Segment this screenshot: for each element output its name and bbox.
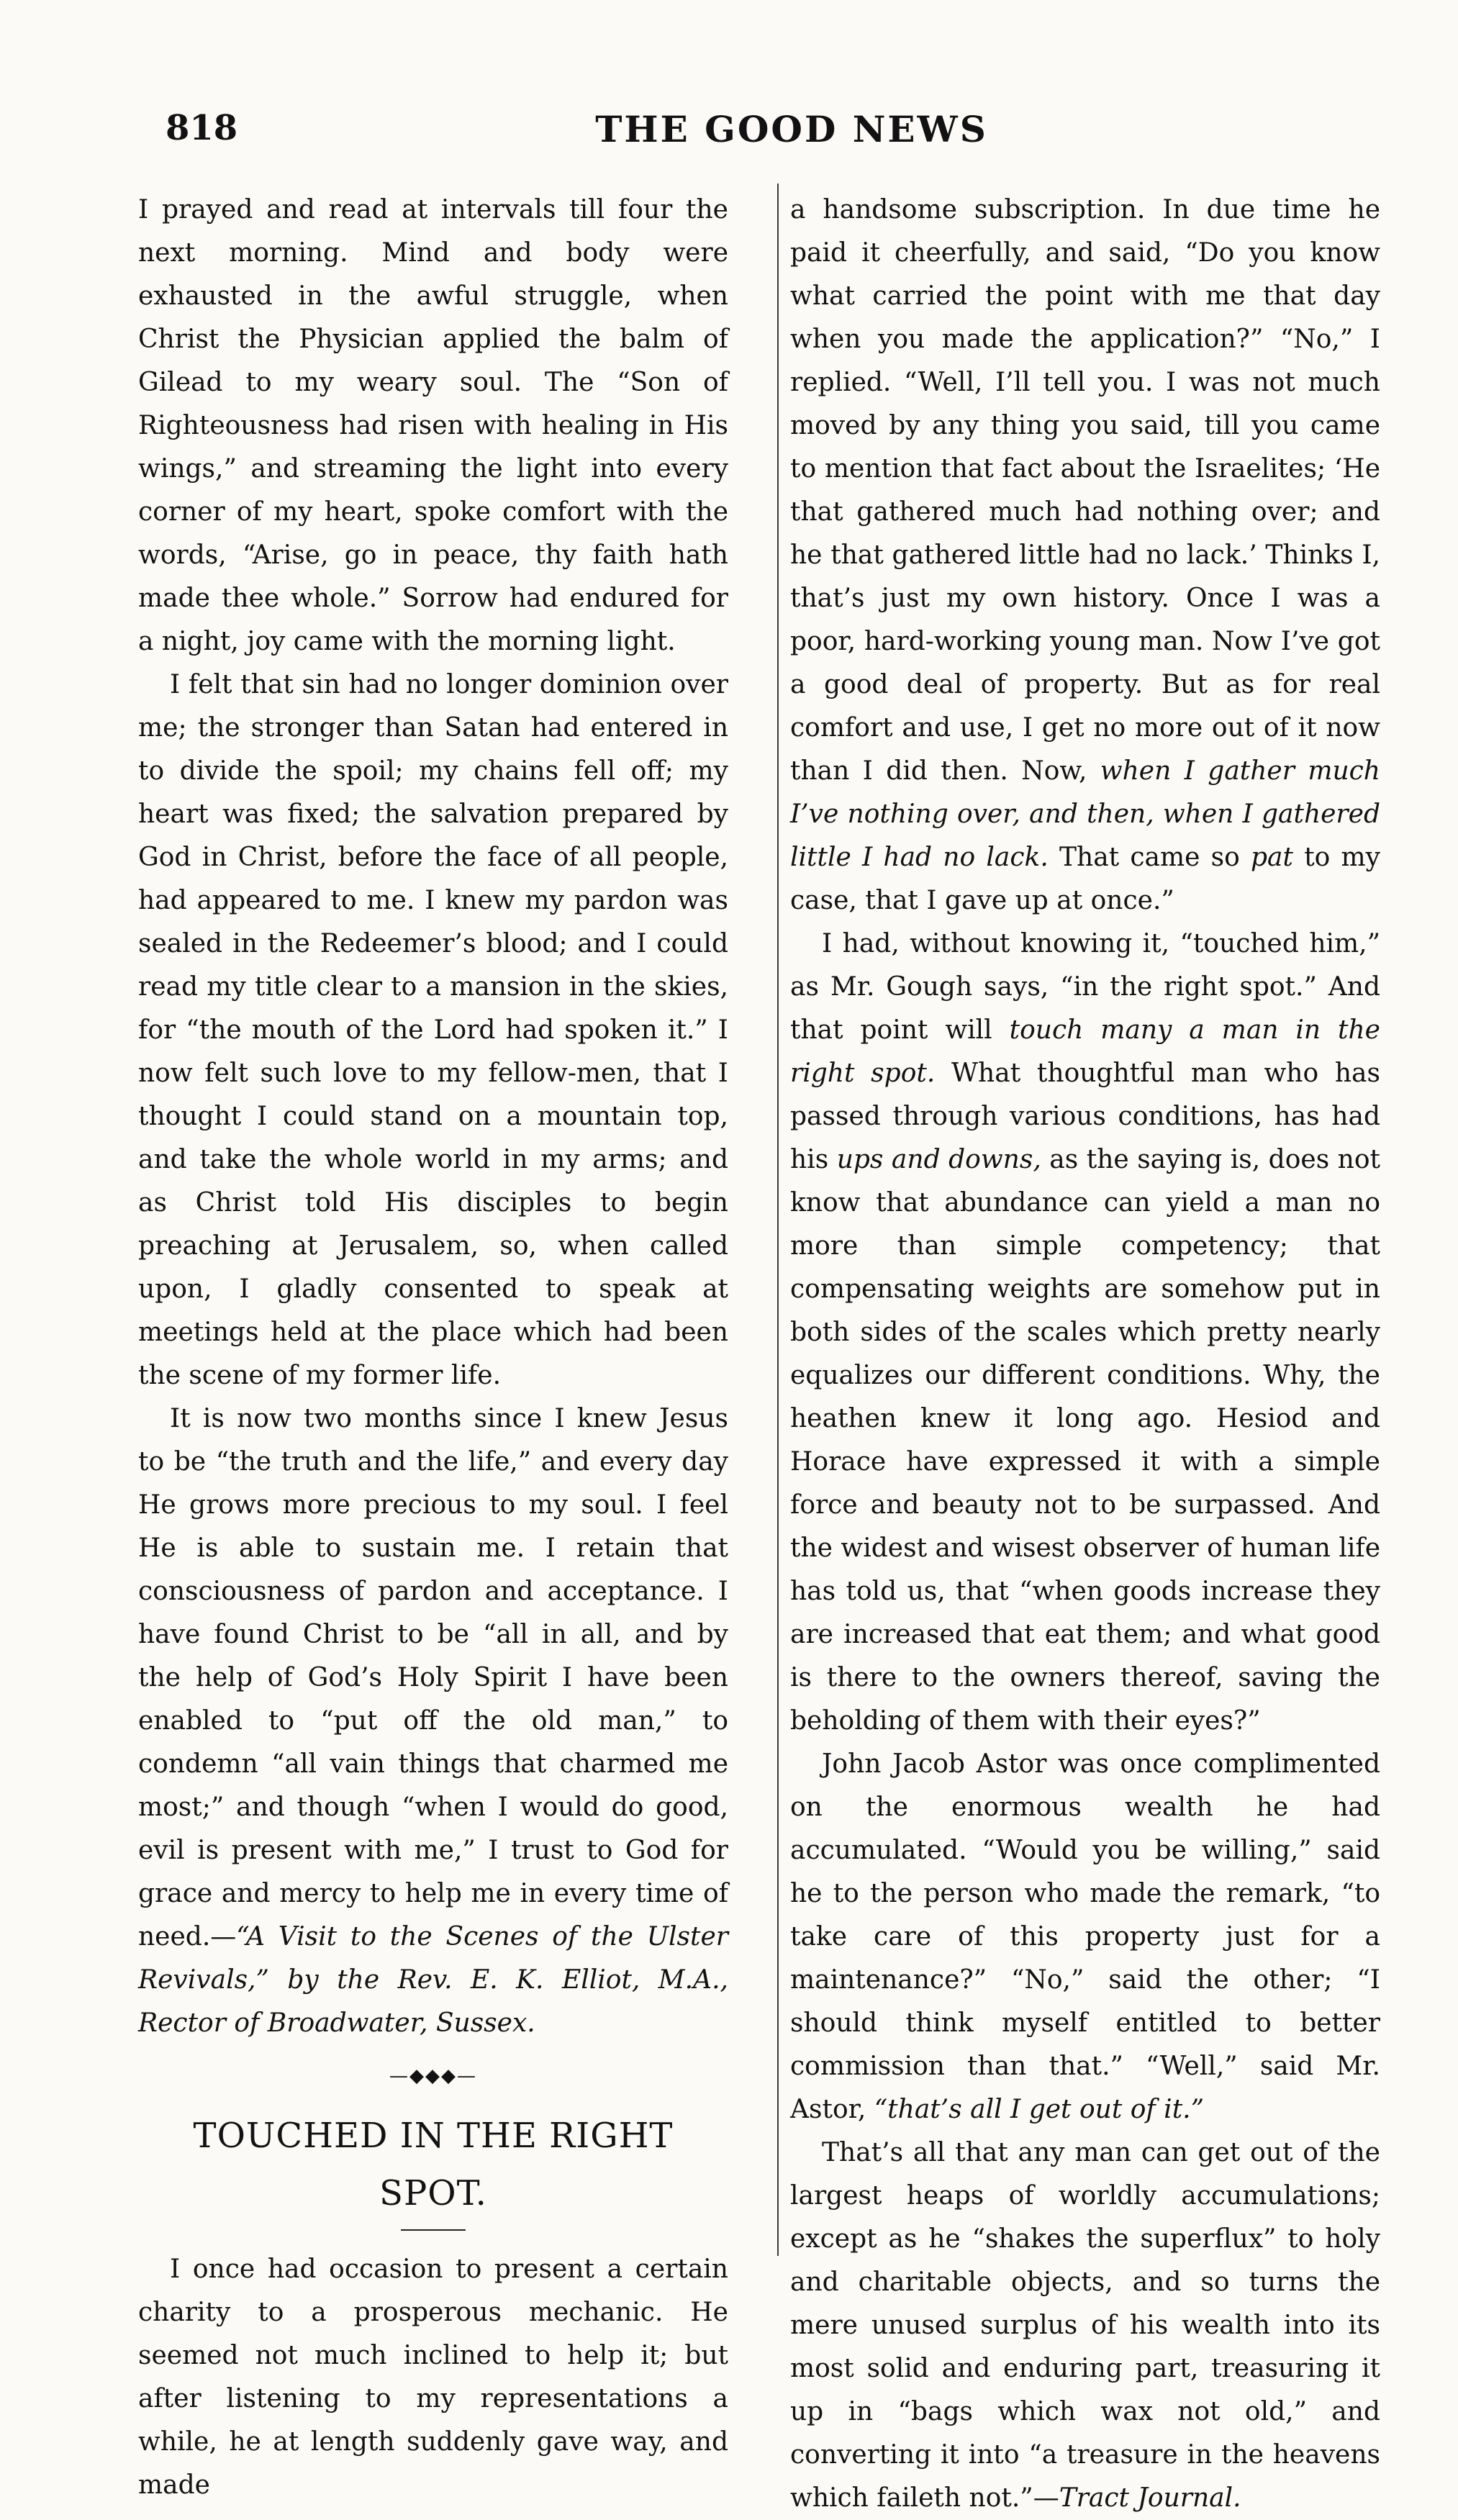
left-paragraph-3 <box>138 1397 728 2045</box>
page-number: 818 <box>166 108 238 148</box>
article-citation: “A Visit to the Scenes of the Ulster Revivals,” by the Rev. E. K. Elliot, M.A., Rector of Broadwater, Sussex. <box>138 1922 728 2038</box>
right-paragraph-1-italic-2: pat <box>1250 843 1293 872</box>
right-paragraph-2 <box>790 923 1380 1743</box>
right-paragraph-4 <box>790 2131 1380 2520</box>
right-paragraph-1-text-b: That came so <box>1059 843 1240 872</box>
left-paragraph-1: I prayed and read at intervals till four the next morning. Mind and body were exhausted in the awful struggle, when Christ the Physician applied the balm of Gilead to my weary soul. The “Son of Righteousness had risen with healing in His wings,” and streaming the light into every corner of my heart, spoke comfort with the words, “Arise, go in peace, thy faith hath made thee whole.” Sorrow had endured for a night, joy came with the morning light. <box>138 195 728 656</box>
right-paragraph-3-text: John Jacob Astor was once complimented on the enormous wealth he had accumulated. “Would you be willing,” said he to the person who made the remark, “to take care of this property just for a maintenance?” “No,” said the other; “I should think myself entitled to better commission than that.” “Well,” said Mr. Astor, <box>790 1749 1380 2124</box>
right-paragraph-3 <box>790 1743 1380 2131</box>
ornamental-divider: —◆◆◆— <box>389 2065 477 2087</box>
article-source: Tract Journal. <box>1059 2483 1241 2513</box>
section-heading: TOUCHED IN THE RIGHT SPOT. <box>193 2116 674 2213</box>
right-paragraph-3-italic: “that’s all I get out of it.” <box>874 2095 1205 2124</box>
left-paragraph-2: I felt that sin had no longer dominion over me; the stronger than Satan had entered in to divide the spoil; my chains fell off; my heart was fixed; the salvation prepared by God in Christ, before the face of all people, had appeared to me. I knew my pardon was sealed in the Redeemer’s blood; and I could read my title clear to a mansion in the skies, for “the mouth of the Lord had spoken it.” I now felt such love to my fellow-men, that I thought I could stand on a mountain top, and take the whole world in my arms; and as Christ told His disciples to begin preaching at Jerusalem, so, when called upon, I gladly consented to speak at meetings held at the place which had been the scene of my former life. <box>138 670 728 1390</box>
column-divider-rule <box>777 183 779 2256</box>
right-paragraph-1 <box>790 189 1380 923</box>
right-paragraph-2-text-b: What thoughtful man who has passed through various conditions, has had his <box>790 1059 1380 1174</box>
right-paragraph-2-italic: touch many a man in the right spot. <box>790 1015 1380 1088</box>
right-paragraph-1-text-c: to my case, that I gave up at once.” <box>790 843 1381 915</box>
right-paragraph-1-italic: when I gather much I’ve nothing over, and then, when I gathered little I had no lack. <box>790 756 1380 872</box>
right-paragraph-2-text-c: as the saying is, does not know that abundance can yield a man no more than simple competency; that compensating weights are somehow put in both sides of the scales which pretty nearly equalizes our different conditions. Why, the heathen knew it long ago. Hesiod and Horace have expressed it with a simple force and beauty not to be surpassed. And the widest and wisest observer of human life has told us, that “when goods increase they are increased that eat them; and what good is there to the owners thereof, saving the beholding of them with their eyes?” <box>790 1145 1380 1736</box>
left-paragraph-4: I once had occasion to present a certain charity to a prosperous mechanic. He seemed not much inclined to help it; but after listening to my representations a while, he at length suddenly gave way, and made <box>138 2254 728 2500</box>
right-column <box>790 189 1380 2520</box>
right-paragraph-4-text: That’s all that any man can get out of the largest heaps of worldly accumulations; except as he “shakes the superflux” to holy and charitable objects, and so turns the mere unused surplus of his wealth into its most solid and enduring part, treasuring it up in “bags which wax not old,” and converting it into “a treasure in the heavens which faileth not.”— <box>790 2138 1380 2513</box>
right-paragraph-2-text-a: I had, without knowing it, “touched him,” as Mr. Gough says, “in the right spot.” And that point will <box>790 929 1380 1045</box>
left-column <box>138 189 728 2507</box>
left-paragraph-3-text: It is now two months since I knew Jesus to be “the truth and the life,” and every day He grows more precious to my soul. I feel He is able to sustain me. I retain that consciousness of pardon and acceptance. I have found Christ to be “all in all, and by the help of God’s Holy Spirit I have been enabled to “put off the old man,” to condemn “all vain things that charmed me most;” and though “when I would do good, evil is present with me,” I trust to God for grace and mercy to help me in every time of need.— <box>138 1404 728 1952</box>
page-header <box>166 108 1418 173</box>
running-title: THE GOOD NEWS <box>595 108 988 150</box>
heading-rule <box>401 2229 466 2231</box>
right-paragraph-1-text-a: a handsome subscription. In due time he paid it cheerfully, and said, “Do you know what carried the point with me that day when you made the application?” “No,” I replied. “Well, I’ll tell you. I was not much moved by any thing you said, till you came to mention that fact about the Israelites; ‘He that gathered much had nothing over; and he that gathered little had no lack.’ Thinks I, that’s just my own history. Once I was a poor, hard-working young man. Now I’ve got a good deal of property. But as for real comfort and use, I get no more out of it now than I did then. Now, <box>790 195 1380 786</box>
right-paragraph-2-italic-2: ups and downs, <box>836 1145 1041 1174</box>
